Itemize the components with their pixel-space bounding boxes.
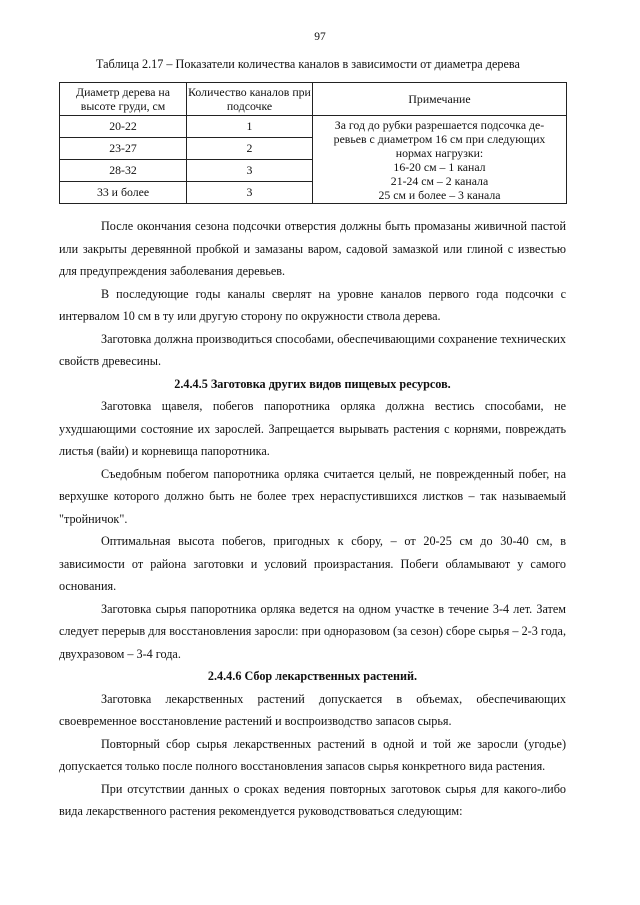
- header-note: Примечание: [313, 83, 567, 116]
- cell-channels: 3: [187, 160, 313, 182]
- paragraph: Заготовка должна производиться способами, обеспечивающими сохранение технических свойств древесины.: [59, 331, 566, 368]
- paragraph: При отсутствии данных о сроках ведения повторных заготовок сырья для какого-либо вида лекарственного растения рекомендуется руководствоваться следующим:: [59, 781, 566, 818]
- section-heading: 2.4.4.5 Заготовка других видов пищевых ресурсов.: [174, 376, 451, 391]
- header-channels: Количество каналов при подсочке: [187, 83, 313, 116]
- paragraph: Оптимальная высота побегов, пригодных к сбору, – от 20-25 см до 30-40 см, в зависимости от района заготовки и условий произрастания. Побеги обламывают у самого основания.: [59, 534, 566, 593]
- table-caption: Таблица 2.17 – Показатели количества каналов в зависимости от диаметра дерева: [96, 57, 520, 71]
- table-header-row: [60, 83, 567, 116]
- paragraph: Повторный сбор сырья лекарственных растений в одной и той же заросли (угодье) допускается только после полного восстановления запасов сырья конкретного вида растения.: [59, 736, 566, 773]
- note-line: ревьев с диаметром 16 см при следующих: [333, 132, 546, 146]
- cell-channels: 2: [187, 138, 313, 160]
- cell-diameter: 20-22: [60, 116, 187, 138]
- header-diameter: Диаметр дерева на высоте груди, см: [60, 83, 187, 116]
- section-heading: 2.4.4.6 Сбор лекарственных растений.: [207, 669, 418, 683]
- note-line: 21-24 см – 2 канала: [390, 174, 489, 188]
- paragraph: В последующие годы каналы сверлят на уровне каналов первого года подсочки с интервалом 10 см в ту или другую сторону по окружности ствола дерева.: [59, 286, 566, 323]
- page-number: 97: [314, 31, 326, 43]
- note-line: 25 см и более – 3 канала: [378, 188, 501, 202]
- cell-diameter: 33 и более: [60, 182, 187, 204]
- paragraph: После окончания сезона подсочки отверстия должны быть промазаны живичной пастой или закрыты деревянной пробкой и замазаны варом, садовой замазкой или глиной с известью для предупреждения заболевания деревьев.: [59, 219, 566, 278]
- note-line: 16-20 см – 1 канал: [393, 160, 486, 174]
- cell-diameter: 28-32: [60, 160, 187, 182]
- body-text: [59, 215, 566, 823]
- cell-channels: 3: [187, 182, 313, 204]
- paragraph: Заготовка лекарственных растений допускается в объемах, обеспечивающих своевременное восстановление растений и воспроизводство запасов сырья.: [59, 691, 566, 728]
- paragraph: Заготовка щавеля, побегов папоротника орляка должна вестись способами, не ухудшающими состояние их зарослей. Запрещается вырывать растения с корнями, повреждать листья (вайи) и корневища папоротника.: [59, 399, 566, 458]
- paragraph: Съедобным побегом папоротника орляка считается целый, не поврежденный побег, на верхушке которого должно быть не более трех нераспустившихся листков – так называемый "тройничок".: [59, 466, 566, 526]
- cell-diameter: 23-27: [60, 138, 187, 160]
- table-row: [60, 116, 567, 138]
- paragraph: Заготовка сырья папоротника орляка ведется на одном участке в течение 3-4 лет. Затем следует перерыв для восстановления заросли: при одноразовом (за сезон) сборе сырья – 2-3 года, двухразовом – 3-4 года.: [59, 601, 566, 661]
- note-line: За год до рубки разрешается подсочка де-: [334, 118, 545, 132]
- cell-note: [313, 116, 567, 204]
- cell-channels: 1: [187, 116, 313, 138]
- channels-table: [59, 82, 567, 204]
- note-line: нормах нагрузки:: [395, 146, 484, 160]
